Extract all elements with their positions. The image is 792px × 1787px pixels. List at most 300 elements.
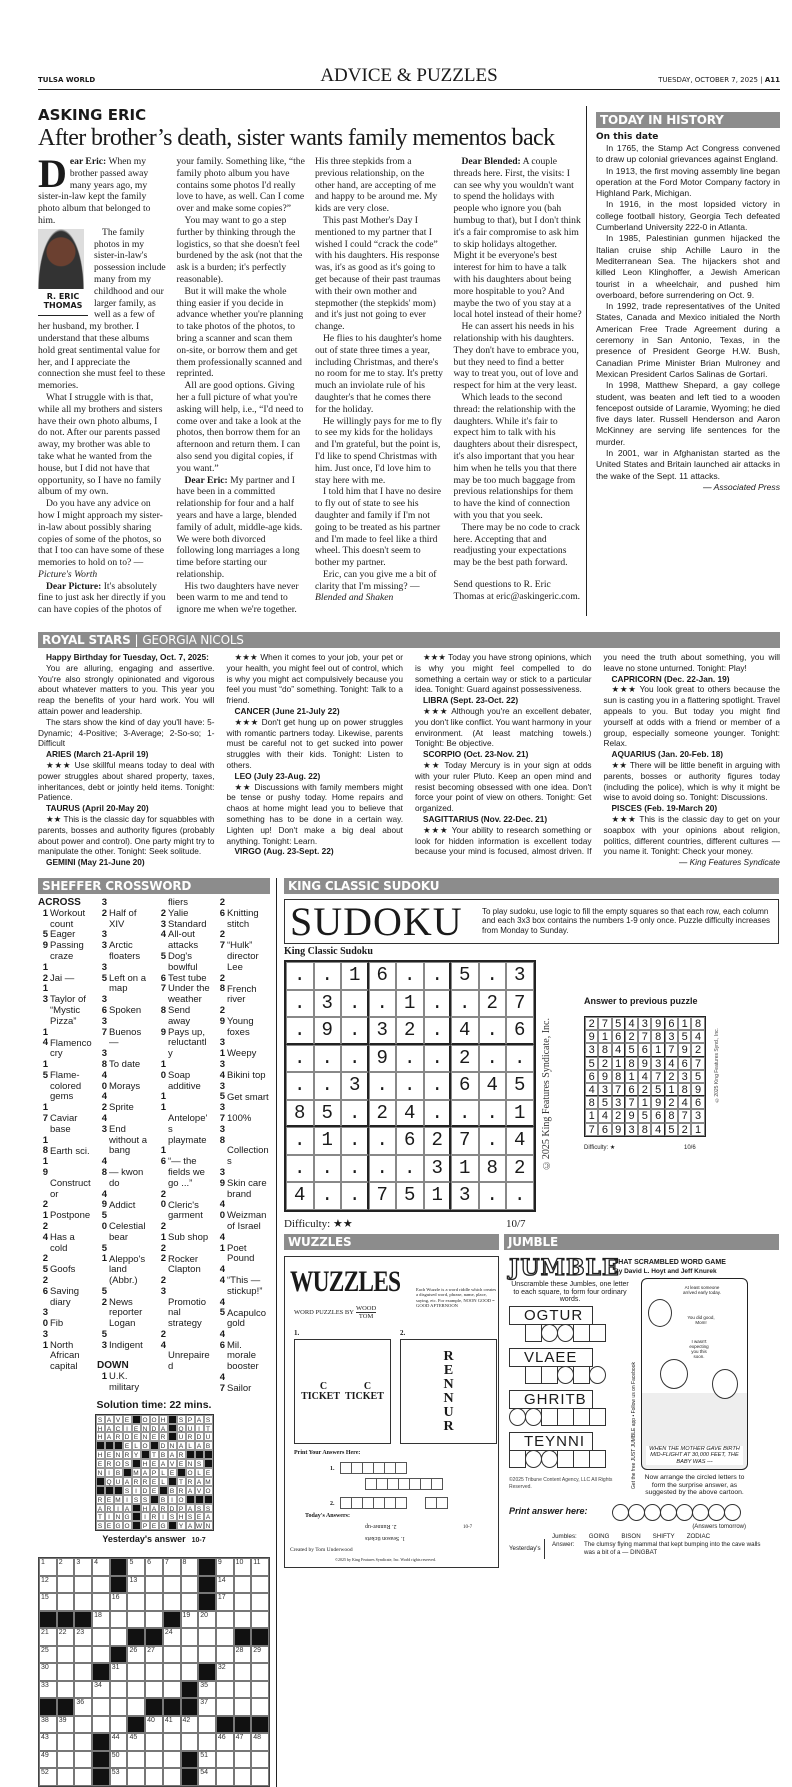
letter-cell: R [132, 1477, 141, 1486]
letter-cell: E [123, 1441, 132, 1450]
grid-cell[interactable]: 20 [198, 1611, 216, 1629]
grid-cell[interactable]: 18 [92, 1611, 110, 1629]
black-cell [198, 1558, 216, 1576]
clue-number: 9 [160, 1026, 166, 1038]
black-cell [145, 1698, 163, 1716]
grid-cell[interactable] [92, 1716, 110, 1734]
grid-cell[interactable]: 40 [145, 1716, 163, 1734]
grid-cell[interactable] [251, 1698, 269, 1716]
grid-cell[interactable] [127, 1768, 145, 1786]
grid-cell[interactable] [181, 1663, 199, 1681]
answer-1-boxes-line-2[interactable] [365, 1478, 442, 1490]
answer-boxes[interactable] [509, 1450, 629, 1468]
circled-letter-box[interactable] [509, 1408, 526, 1426]
grid-cell[interactable]: 49 [39, 1751, 57, 1769]
black-cell [57, 1698, 75, 1716]
history-item: In 1765, the Stamp Act Congress convened to draw up colonial grievances against England. [596, 143, 780, 165]
answer-label: Answer to previous puzzle [584, 996, 698, 1007]
grid-cell[interactable] [251, 1576, 269, 1594]
grid-cell[interactable] [74, 1733, 92, 1751]
letter-cell: A [105, 1415, 114, 1424]
grid-cell[interactable]: 4 [92, 1558, 110, 1576]
grid-cell[interactable] [145, 1733, 163, 1751]
grid-cell[interactable] [181, 1576, 199, 1594]
grid-cell[interactable] [234, 1611, 252, 1629]
clue-text: Aleppo's land (Abbr.) [109, 1253, 146, 1286]
today-in-history [596, 112, 780, 616]
crossword-grid[interactable] [38, 1557, 270, 1787]
grid-cell[interactable]: 37 [198, 1698, 216, 1716]
answer-circle[interactable] [676, 1504, 693, 1521]
grid-cell[interactable] [74, 1593, 92, 1611]
grid-cell[interactable] [127, 1611, 145, 1629]
letter-cell: O [142, 1443, 148, 1451]
grid-cell[interactable]: 29 [251, 1646, 269, 1664]
grid-cell[interactable]: 14 [216, 1576, 234, 1594]
grid-cell[interactable] [198, 1733, 216, 1751]
date-text: TUESDAY, OCTOBER 7, 2025 [658, 76, 759, 84]
letter-cell: U [204, 1432, 213, 1441]
answer-boxes[interactable] [525, 1324, 629, 1342]
clue-text: Send away [168, 1004, 191, 1027]
forecast: This is the classic day for squabbles with parents, bosses and authority figures (probably about power and control). One party might try to manipulate the other. Tonight: Seek solitude. [38, 814, 215, 857]
history-item: In 1913, the first moving assembly line began operation at the Ford Motor Company factory in Highland Park, Michigan. [596, 165, 780, 199]
grid-cell[interactable] [181, 1733, 199, 1751]
grid-cell[interactable] [163, 1576, 181, 1594]
grid-cell[interactable]: 5 [127, 1558, 145, 1576]
grid-cell[interactable] [234, 1663, 252, 1681]
grid-cell[interactable] [57, 1751, 75, 1769]
answer-circle[interactable] [628, 1504, 645, 1521]
black-cell [181, 1768, 199, 1786]
grid-cell[interactable]: 12 [39, 1576, 57, 1594]
letter-cell: P [150, 1468, 159, 1477]
puzzle-text: RENNUR [443, 1348, 454, 1434]
grid-cell[interactable] [163, 1593, 181, 1611]
grid-cell[interactable] [181, 1628, 199, 1646]
clue [215, 1298, 270, 1330]
grid-cell[interactable] [127, 1681, 145, 1699]
cartoon-figure [660, 1359, 688, 1389]
letter-box[interactable] [573, 1408, 590, 1426]
paragraph-text: It's absolutely fine to just ask her directly if you can have copies of the photos of your family. Something like, “the family photo album you have contains some photos I'd really love to have, as well. Can I come over and make some copies?” [38, 156, 305, 616]
grid-cell[interactable]: 17 [216, 1593, 234, 1611]
letter-box[interactable] [573, 1324, 590, 1342]
grid-cell[interactable] [216, 1628, 234, 1646]
paragraph-text: I told him that I have no desire to fly out of state to see his daughter and family if I'm not going to be treated as his partner and I'm made to feel like a third wheel. This doesn't seem to bother my partner. [315, 486, 442, 569]
grid-cell[interactable]: 16 [110, 1593, 128, 1611]
grid-cell[interactable] [198, 1628, 216, 1646]
grid-cell[interactable]: 44 [110, 1733, 128, 1751]
grid-cell[interactable]: 42 [181, 1716, 199, 1734]
grid-cell[interactable] [234, 1593, 252, 1611]
clue-number: 53 [101, 1328, 107, 1351]
grid-cell[interactable]: 33 [39, 1681, 57, 1699]
letter-box[interactable] [557, 1408, 574, 1426]
grid-cell[interactable] [57, 1733, 75, 1751]
headshot-image [38, 229, 84, 289]
grid-cell[interactable]: 24 [163, 1628, 181, 1646]
answer-cell: 4 [678, 1096, 691, 1109]
jumble-logo: JUMBLE [509, 1255, 620, 1282]
answer-cell: 3 [651, 1057, 664, 1070]
grid-cell[interactable]: 21 [39, 1628, 57, 1646]
grid-cell[interactable] [57, 1768, 75, 1786]
circled-letter-box[interactable] [525, 1450, 542, 1468]
answer-cell: 6 [651, 1109, 664, 1122]
grid-cell[interactable] [216, 1768, 234, 1786]
wuzzle-puzzle-2 [400, 1339, 497, 1444]
grid-cell[interactable] [57, 1593, 75, 1611]
answer-cell: 5 [665, 1123, 678, 1136]
grid-cell[interactable] [57, 1681, 75, 1699]
section-header: KING CLASSIC SUDOKU [284, 878, 779, 894]
black-cell [96, 1477, 105, 1486]
grid-cell[interactable] [92, 1593, 110, 1611]
page-header [38, 64, 780, 90]
answer-cell: 7 [638, 1030, 651, 1043]
answer-cell: 9 [598, 1070, 611, 1083]
grid-cell[interactable]: 6 [145, 1558, 163, 1576]
answer-circle[interactable] [724, 1504, 741, 1521]
clue-number: 7 [160, 983, 166, 995]
section-title: ADVICE & PUZZLES [320, 65, 498, 86]
answer-cell: 8 [651, 1030, 664, 1043]
answer-boxes[interactable] [509, 1408, 629, 1426]
grid-cell[interactable] [145, 1593, 163, 1611]
circled-letter-box[interactable] [541, 1450, 558, 1468]
black-cell [251, 1716, 269, 1734]
grid-cell[interactable]: 46 [216, 1733, 234, 1751]
grid-cell[interactable] [110, 1716, 128, 1734]
letter-cell: P [177, 1504, 186, 1513]
article-paragraph [454, 392, 583, 522]
grid-cell[interactable]: 43 [39, 1733, 57, 1751]
letter-box[interactable] [541, 1408, 558, 1426]
grid-cell[interactable]: 9 [216, 1558, 234, 1576]
grid-cell[interactable] [163, 1681, 181, 1699]
answer-circle[interactable] [612, 1504, 629, 1521]
clue-text: Under the weather [168, 983, 210, 1006]
grid-cell[interactable]: 39 [57, 1716, 75, 1734]
grid-cell[interactable] [127, 1663, 145, 1681]
answer-circle[interactable] [708, 1504, 725, 1521]
answer-difficulty: Difficulty: ★ [584, 1145, 616, 1152]
authors: By David L. Hoyt and Jeff Knurek [614, 1268, 717, 1276]
paper-name: TULSA WORLD [38, 76, 96, 84]
answer-circles[interactable] [612, 1504, 740, 1521]
answer-circle[interactable] [660, 1504, 677, 1521]
grid-cell[interactable]: 22 [57, 1628, 75, 1646]
grid-cell[interactable] [110, 1681, 128, 1699]
grid-cell[interactable]: 34 [92, 1681, 110, 1699]
letter-cell: E [132, 1432, 141, 1441]
grid-cell[interactable]: 10 [234, 1558, 252, 1576]
drop-cap: D [38, 151, 67, 196]
grid-cell[interactable] [127, 1751, 145, 1769]
grid-cell[interactable]: 3 [74, 1558, 92, 1576]
paragraph-text: But it will make the whole thing easier if you decide in advance whether you're planning to take photos of the photos, to bring a scanner and scan them on-site, or borrow them and get them professionally scanned and reprinted. [176, 285, 304, 380]
grid-cell[interactable] [181, 1593, 199, 1611]
clue-number: 31 [42, 1328, 48, 1351]
letter-cell: D [141, 1486, 150, 1495]
answer-cell: 5 [638, 1109, 651, 1122]
clue [38, 941, 93, 963]
grid-cell[interactable] [74, 1663, 92, 1681]
grid-cell[interactable]: 47 [234, 1733, 252, 1751]
grid-cell[interactable]: 7 [163, 1558, 181, 1576]
grid-cell[interactable]: 36 [74, 1698, 92, 1716]
black-cell [159, 1486, 168, 1495]
letter-cell: A [186, 1504, 195, 1513]
letter-cell: A [159, 1459, 168, 1468]
letter-box[interactable] [573, 1366, 590, 1384]
column-kicker: ASKING ERIC [38, 106, 147, 124]
grid-cell[interactable] [163, 1663, 181, 1681]
letter-cell: M [115, 1496, 121, 1504]
letter-cell: R [159, 1432, 168, 1441]
letter-box[interactable] [541, 1366, 558, 1384]
grid-cell[interactable] [92, 1628, 110, 1646]
letter-cell: R [177, 1486, 186, 1495]
clue-number: 37 [219, 1102, 225, 1124]
grid-cell[interactable] [216, 1611, 234, 1629]
answer-cell: 2 [585, 1017, 598, 1030]
answer-cell: 6 [585, 1070, 598, 1083]
letter-cell: I [132, 1486, 141, 1495]
answer-cell: 6 [665, 1017, 678, 1030]
grid-cell[interactable] [145, 1576, 163, 1594]
grid-cell[interactable]: 28 [234, 1646, 252, 1664]
grid-cell[interactable] [92, 1646, 110, 1664]
grid-cell[interactable]: 38 [39, 1716, 57, 1734]
letter-cell: E [123, 1415, 132, 1424]
black-cell [92, 1663, 110, 1681]
answer-cell: 2 [665, 1096, 678, 1109]
grid-cell[interactable] [127, 1698, 145, 1716]
history-item: In 1916, in the most lopsided victory in college football history, Georgia Tech defeated Cumberland University 222-0 in Atlanta. [596, 199, 780, 233]
grid-cell[interactable] [251, 1768, 269, 1786]
paragraph-text: Do you have any advice on how I might approach my sister-in-law about possibly sharing copies of some of the photos, so that I too can have some of these memories to hold on to? — [38, 498, 165, 569]
grid-cell[interactable] [181, 1646, 199, 1664]
grid-cell[interactable]: 53 [110, 1768, 128, 1786]
answer-circle[interactable] [644, 1504, 661, 1521]
grid-cell[interactable]: 41 [163, 1716, 181, 1734]
grid-cell[interactable] [145, 1768, 163, 1786]
answer-cell: 7 [665, 1043, 678, 1056]
clue-text: 100% [227, 1112, 252, 1124]
answer-cell: 7 [585, 1123, 598, 1136]
clue-text: Earth sci. [50, 1145, 90, 1157]
answer-boxes[interactable] [525, 1366, 629, 1384]
grid-cell[interactable] [145, 1663, 163, 1681]
grid-cell[interactable] [251, 1611, 269, 1629]
birthday-text: You are alluring, engaging and assertive. You're also strongly opinionated and vigorous about whatever matters to you. This year you reap the benefits of your hard work. You will attain power and leadership. [38, 662, 215, 717]
grid-cell[interactable] [234, 1576, 252, 1594]
answer-cell: 7 [651, 1070, 664, 1083]
grid-cell[interactable]: 26 [127, 1646, 145, 1664]
grid-cell[interactable]: 15 [39, 1593, 57, 1611]
letter-cell: R [105, 1504, 114, 1513]
answer-1-boxes[interactable] [340, 1462, 406, 1474]
clue-text: Poet Pound [227, 1242, 255, 1265]
grid-cell[interactable]: 31 [110, 1663, 128, 1681]
answer-cell: 9 [691, 1083, 704, 1096]
clue-text: Weepy [227, 1048, 257, 1060]
letter-cell: H [96, 1424, 105, 1433]
black-cell [251, 1628, 269, 1646]
grid-cell[interactable] [163, 1768, 181, 1786]
grid-cell[interactable]: 27 [145, 1646, 163, 1664]
black-cell [114, 1486, 123, 1495]
letter-box[interactable] [525, 1324, 542, 1342]
grid-cell[interactable]: 2 [57, 1558, 75, 1576]
clue-text: Caviar base [50, 1112, 78, 1135]
clue-number: 24 [42, 1220, 48, 1243]
answer-2-boxes-b[interactable] [425, 1497, 447, 1509]
paragraph-text: What I struggle with is that, while all my brothers and sisters have their own photo albums, I do not. After our parents passed away, my brother was able to take what he wanted from the house, but I did not have that opportunity, so I have no family album of my own. [38, 391, 163, 498]
letter-cell: V [195, 1486, 204, 1495]
black-cell [132, 1415, 141, 1424]
clue-text: Skin care brand [227, 1177, 267, 1200]
circled-letter-box[interactable] [557, 1366, 574, 1384]
grid-cell[interactable]: 25 [39, 1646, 57, 1664]
answer-cell: 1 [651, 1043, 664, 1056]
grid-cell[interactable] [145, 1681, 163, 1699]
grid-cell[interactable]: 19 [181, 1611, 199, 1629]
letter-cell: N [141, 1424, 150, 1433]
grid-cell[interactable] [127, 1593, 145, 1611]
jumbles-label: Jumbles: [552, 1533, 577, 1541]
grid-cell[interactable] [110, 1628, 128, 1646]
grid-cell[interactable] [251, 1593, 269, 1611]
clue [38, 1222, 93, 1254]
answer-circle[interactable] [692, 1504, 709, 1521]
letter-cell: A [141, 1468, 150, 1477]
answer-cell: 1 [612, 1057, 625, 1070]
answer-cell: 2 [665, 1070, 678, 1083]
grid-cell[interactable] [163, 1646, 181, 1664]
letter-box[interactable] [525, 1366, 542, 1384]
grid-cell[interactable] [216, 1698, 234, 1716]
grid-cell[interactable] [234, 1698, 252, 1716]
answer-cell: 4 [638, 1070, 651, 1083]
letter-box[interactable] [589, 1324, 606, 1342]
grid-cell[interactable] [251, 1681, 269, 1699]
letter-cell: N [96, 1468, 105, 1477]
grid-cell[interactable]: 45 [127, 1733, 145, 1751]
grid-cell[interactable]: 51 [198, 1751, 216, 1769]
grid-cell[interactable] [74, 1716, 92, 1734]
grid-cell[interactable] [198, 1716, 216, 1734]
grid-cell[interactable]: 32 [216, 1663, 234, 1681]
letter-cell: N [114, 1450, 123, 1459]
grid-cell[interactable]: 23 [74, 1628, 92, 1646]
grid-cell[interactable] [74, 1681, 92, 1699]
clue-text: Standard [168, 918, 207, 930]
grid-cell[interactable] [234, 1751, 252, 1769]
clue-number: 26 [42, 1274, 48, 1297]
grid-cell[interactable] [145, 1611, 163, 1629]
answer-2-boxes[interactable] [340, 1497, 406, 1509]
date: 10-7 [191, 1537, 206, 1545]
grid-cell[interactable] [145, 1751, 163, 1769]
arrange-instructions: Now arrange the circled letters to form the surprise answer, as suggested by the above cartoon. [644, 1474, 745, 1497]
grid-cell[interactable]: 13 [127, 1576, 145, 1594]
letter-box[interactable] [589, 1408, 606, 1426]
grid-cell[interactable] [163, 1751, 181, 1769]
grid-cell[interactable] [251, 1663, 269, 1681]
grid-cell[interactable]: 52 [39, 1768, 57, 1786]
grid-cell[interactable] [57, 1663, 75, 1681]
section-header: ROYAL STARS | GEORGIA NICOLS [38, 632, 780, 648]
grid-cell[interactable] [92, 1698, 110, 1716]
grid-cell[interactable] [216, 1646, 234, 1664]
wuzzle-puzzle-1 [294, 1339, 391, 1444]
grid-cell[interactable]: 50 [110, 1751, 128, 1769]
letter-cell: Y [132, 1450, 141, 1459]
clue-text: Passing craze [50, 940, 84, 962]
circled-letter-box[interactable] [557, 1324, 574, 1342]
grid-cell[interactable] [57, 1576, 75, 1594]
grid-cell[interactable] [216, 1751, 234, 1769]
answer-cell: 2 [691, 1043, 704, 1056]
grid-cell[interactable]: 35 [198, 1681, 216, 1699]
grid-cell[interactable]: 48 [251, 1733, 269, 1751]
grid-cell[interactable] [74, 1646, 92, 1664]
letter-cell: M [205, 1478, 211, 1486]
grid-cell[interactable] [57, 1646, 75, 1664]
grid-cell[interactable] [198, 1646, 216, 1664]
grid-cell[interactable]: 11 [251, 1558, 269, 1576]
letter-box[interactable] [589, 1450, 606, 1468]
clue-text: Yalie [168, 907, 189, 919]
jumble-word [509, 1390, 629, 1426]
circled-letter-box[interactable] [541, 1324, 558, 1342]
grid-cell[interactable] [234, 1681, 252, 1699]
grid-cell[interactable] [92, 1576, 110, 1594]
clue-text: Jai — [50, 972, 75, 984]
grid-cell[interactable]: 54 [198, 1768, 216, 1786]
clue-number: 35 [101, 961, 107, 984]
clue [97, 1330, 152, 1352]
letter-box[interactable] [573, 1450, 590, 1468]
grid-cell[interactable]: 1 [39, 1558, 57, 1576]
letter-cell: E [132, 1424, 141, 1433]
circled-letter-box[interactable] [589, 1366, 606, 1384]
forecast: Use skillful means today to deal with power struggles about shared property, taxes, inheritances, debt or jointly held items. Tonight: Patience. [38, 760, 215, 803]
grid-cell[interactable] [251, 1751, 269, 1769]
grid-cell[interactable]: 30 [39, 1663, 57, 1681]
grid-cell[interactable] [110, 1698, 128, 1716]
answer-cell: 9 [651, 1096, 664, 1109]
puzzle-number: 1. [294, 1329, 300, 1338]
letter-box[interactable] [509, 1450, 526, 1468]
grid-cell[interactable] [110, 1611, 128, 1629]
letter-box[interactable] [557, 1450, 574, 1468]
clue [97, 1157, 152, 1189]
grid-cell[interactable]: 8 [181, 1558, 199, 1576]
grid-cell[interactable] [234, 1768, 252, 1786]
grid-cell[interactable] [216, 1681, 234, 1699]
grid-cell[interactable] [74, 1751, 92, 1769]
answer-cell: 2 [638, 1083, 651, 1096]
grid-cell[interactable] [163, 1733, 181, 1751]
grid-cell[interactable] [74, 1576, 92, 1594]
article-paragraph [454, 156, 583, 321]
circled-letter-box[interactable] [525, 1408, 542, 1426]
grid-cell[interactable] [74, 1768, 92, 1786]
